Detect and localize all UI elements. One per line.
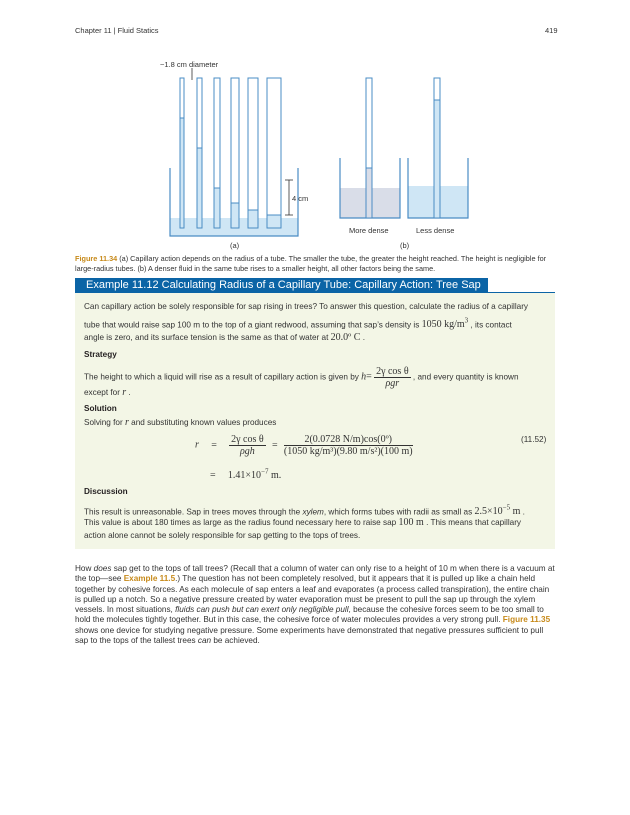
intro-line2: tube that would raise sap 100 m to the top of a giant redwood, assuming that sap’s density is 1050 $kg/m^3$ , its contact	[84, 317, 512, 331]
tube-a3-fluid	[214, 188, 220, 228]
tube-a6	[267, 78, 281, 228]
density-value: 1050 $kg/m^3$	[421, 317, 469, 331]
figure-caption	[75, 254, 553, 273]
solution-line1: Solving for r and substituting known values produces	[84, 417, 277, 428]
tube-a4-fluid	[231, 203, 239, 228]
figure-capillary	[150, 58, 480, 253]
intro-line3: angle is zero, and its surface tension is the same as that of water at 20.0º C .	[84, 332, 366, 343]
link-example-11-5[interactable]: Example 11.5	[123, 574, 176, 584]
tube-a1-fluid	[180, 118, 184, 228]
temperature-value: 20.0º C	[330, 332, 361, 343]
tube-a2-fluid	[197, 148, 202, 228]
equation-11-52: r = $\frac{\text{2γ cos θ}}{\text{ρgh}}$ = $\frac{\text{2(0.0728 N/m)cos(0º)}}{\text{(1050 kg/m³)(9.80 m/s²)(100 m)}}$	[195, 434, 413, 457]
equation-result: = $1.41\times 10^{-7}$ m.	[210, 468, 282, 482]
discussion-line2: This value is about 180 times as large as the radius found necessary here to raise sap 100 m . This means that capillary	[84, 517, 522, 528]
strategy-line2: except for r .	[84, 387, 131, 398]
diameter-label: ~1.8 cm diameter	[160, 60, 219, 69]
link-figure-11-35[interactable]: Figure 11.35	[502, 615, 551, 625]
example-title: Example 11.12 Calculating Radius of a Capillary Tube: Capillary Action: Tree Sap	[75, 278, 488, 293]
eq-lhs: $\frac{\text{2γ cos θ}}{\text{ρgh}}$	[231, 434, 264, 457]
label-a: (a)	[230, 241, 240, 250]
more-dense-label: More dense	[349, 226, 389, 235]
height-formula: $\frac{\text{2γ cos θ}}{\text{ρgr}}$	[376, 366, 409, 389]
equation-number: (11.52)	[521, 435, 547, 444]
intro-line1: Can capillary action be solely responsible for sap rising in trees? To answer this question, calculate the radius of a capillary	[84, 302, 529, 311]
chapter-header: Chapter 11 | Fluid Statics	[75, 26, 159, 35]
strategy-line1: The height to which a liquid will rise as a result of capillary action is given by h= $\frac{\text{2γ cos θ}}{\text{ρgr}}$ , and every quantity is known	[84, 366, 519, 389]
caption-label: Figure 11.34	[75, 254, 118, 263]
discussion-line3: action alone cannot be solely responsible for sap getting to the tops of trees.	[84, 531, 361, 540]
capillary-diagram	[150, 58, 480, 253]
body-paragraph: How does sap get to the tops of tall trees? (Recall that a column of water can only rise to a height of 10 m when there is a vacuum at the top—see Example 11.5.) The question has not been completely resolved, but it appears that it is pulled up like a chain held together by cohesive forces. As each molecule of sap enters a leaf and evaporates (a process called transpiration), the entire chain is pulled up a notch. So a negative pressure created by water evaporation must be present to pull the sap up through the xylem vessels. In most situations, fluids can push but can exert only negligible pull, because the cohesive forces seem to be too small to hold the molecules tightly together. But in this case, the cohesive force of water molecules provides a very strong pull. Figure 11.35 shows one device for studying negative pressure. Some experiments have demonstrated that negative pressures sufficient to pull sap to the tops of the tallest trees can be achieved.	[75, 564, 555, 646]
caption-text: (a) Capillary action depends on the radius of a tube. The smaller the tube, the greater the height reached. The height is negligible for large-radius tubes. (b) A denser fluid in the same tube rises to a smaller height, all other factors being the same.	[75, 254, 547, 273]
eq-rhs: $\frac{\text{2(0.0728 N/m)cos(0º)}}{\text{(1050 kg/m³)(9.80 m/s²)(100 m)}}$	[283, 434, 413, 457]
page-number: 419	[545, 26, 558, 35]
label-b: (b)	[400, 241, 410, 250]
strategy-heading: Strategy	[84, 350, 117, 359]
discussion-heading: Discussion	[84, 487, 128, 496]
less-dense-label: Less dense	[416, 226, 455, 235]
discussion-line1: This result is unreasonable. Sap in trees moves through the xylem, which forms tubes with radii as small as $2.5\times 10^{-5}$ m .	[84, 504, 525, 518]
solution-heading: Solution	[84, 404, 117, 413]
tube-a5	[248, 78, 258, 228]
height-label: 4 cm	[292, 194, 309, 203]
tube-a5-fluid	[248, 210, 258, 228]
tube-a6-fluid	[267, 215, 281, 228]
